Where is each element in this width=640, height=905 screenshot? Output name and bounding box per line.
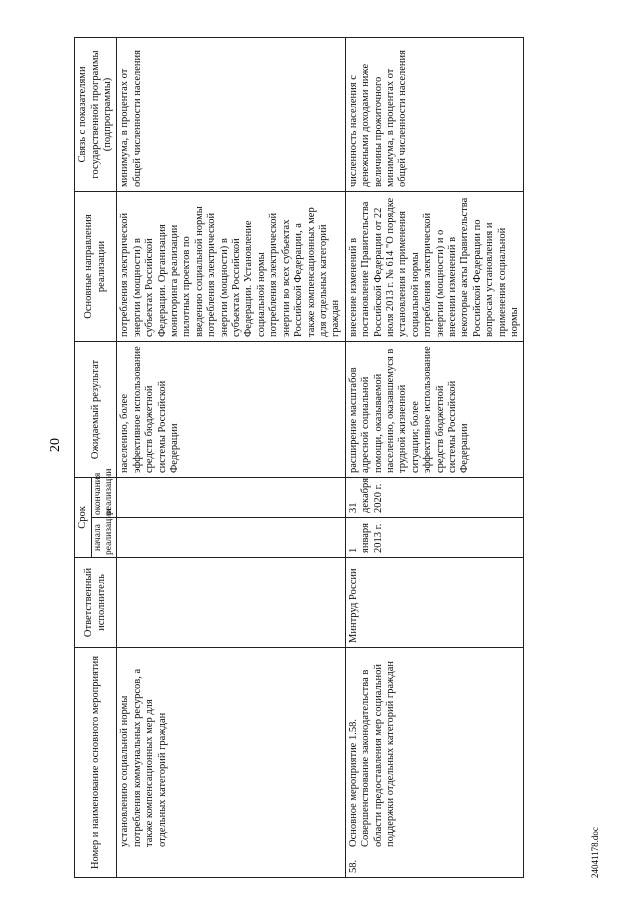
link-cell: минимума, в процентах от общей численности населения [117,37,345,191]
table-row [345,37,524,877]
row-number: 58. [347,859,359,873]
page-number: 20 [48,438,63,452]
table-row [117,37,345,877]
directions-cell: внесение изменений в постановление Правительства Российской Федерации от 22 июля 2013 г. № 614 "О порядке установления и применения социальной нормы потребления электрической энергии (мощности) и о внесении изменений в некоторые акты Правительства Российской Федерации по вопросам установления и применения социальной нормы [345,191,524,341]
file-code: 24041178.doc [590,827,600,878]
rotated-table-area [74,38,574,878]
start-cell [117,518,345,558]
directions-cell: потребления электрической энергии (мощности) в субъектах Российской Федерации. Организация мониторинга реализации пилотных проектов по введению социальной нормы потребления электрической энергии (мощности) в субъектах Российской Федерации. Установление социальной нормы потребления электрической энергии во всех субъектах Российской Федерации, а также компенсационных мер для отдельных категорий граждан [117,191,345,341]
end-cell [117,477,345,517]
header-end: окончания реализации [92,477,117,517]
measure-title: установлению социальной нормы потребления коммунальных ресурсов, а также компенсационных мер для отдельных категорий граждан [119,668,168,847]
measure-cell [117,648,345,878]
executor-cell: Минтруд России [345,558,524,648]
start-cell: 1 января 2013 г. [345,518,524,558]
result-cell: расширение масштабов адресной социальной помощи, оказываемой населению, оказавшемуся в трудной жизненной ситуации; более эффективное использование средств бюджетной системы Российской Федерации [345,341,524,477]
header-term: Срок [75,477,92,557]
result-cell: населению, более эффективное использование средств бюджетной системы Российской Федерации [117,341,345,477]
table-header-row [75,37,92,877]
measure-title: Основное мероприятие 1.58. Совершенствование законодательства в области предоставления мер социальной поддержки отдельных категорий граждан [347,661,396,847]
header-result: Ожидаемый результат [75,341,117,477]
end-cell: 31 декабря 2020 г. [345,477,524,517]
measures-table [74,37,524,878]
header-executor: Ответственный исполнитель [75,558,117,648]
header-start: начала реализации [92,518,117,558]
header-link: Связь с показателями государственной программы (подпрограммы) [75,37,117,191]
executor-cell [117,558,345,648]
link-cell: численность населения с денежными доходами ниже величины прожиточного минимума, в процентах от общей численности населения [345,37,524,191]
header-directions: Основные направления реализации [75,191,117,341]
measure-cell [345,648,524,878]
row-number [119,847,169,873]
header-measure: Номер и наименование основного мероприятия [75,648,117,878]
